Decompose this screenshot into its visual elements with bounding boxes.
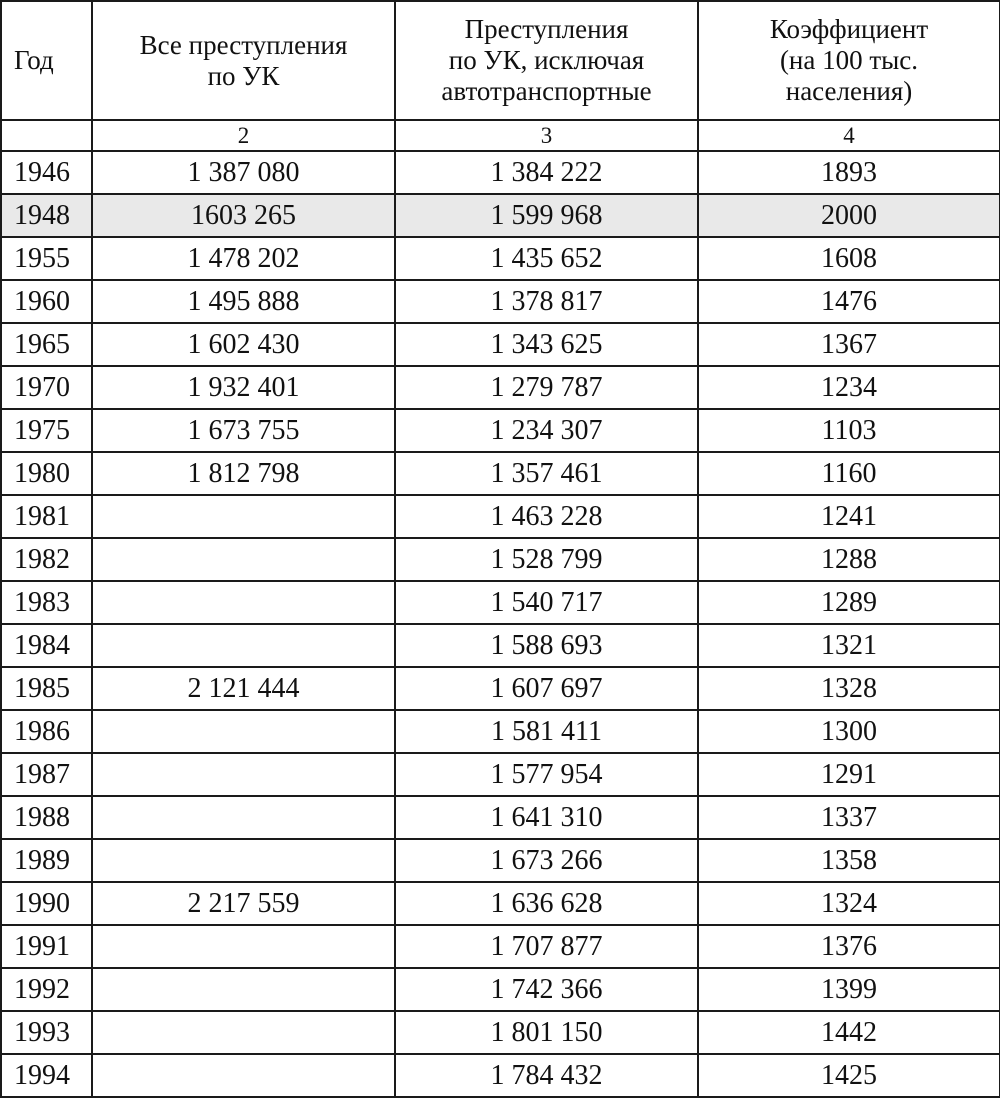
header-year [1,1,92,120]
all-crimes-cell [92,581,395,624]
year-cell: 1990 [1,882,92,925]
column-number-row [1,120,1000,151]
table-row [1,538,1000,581]
all-crimes-cell: 2 121 444 [92,667,395,710]
table-row [1,151,1000,194]
all-crimes-cell: 1 812 798 [92,452,395,495]
coefficient-cell: 1367 [698,323,1000,366]
coefficient-cell: 1160 [698,452,1000,495]
year-cell: 1975 [1,409,92,452]
column-number: 2 [92,120,395,151]
excluding-traffic-cell: 1 378 817 [395,280,698,323]
table-row [1,925,1000,968]
header-coefficient-line-3: населения) [785,76,913,106]
year-cell: 1984 [1,624,92,667]
year-cell: 1983 [1,581,92,624]
table-row [1,839,1000,882]
year-cell: 1946 [1,151,92,194]
table-row [1,710,1000,753]
excluding-traffic-cell: 1 581 411 [395,710,698,753]
table-row [1,237,1000,280]
coefficient-cell: 1288 [698,538,1000,581]
table-row [1,409,1000,452]
header-coefficient-line-1: Коэффициент [769,14,929,44]
excluding-traffic-cell: 1 384 222 [395,151,698,194]
coefficient-cell: 1442 [698,1011,1000,1054]
table-row [1,452,1000,495]
year-cell: 1994 [1,1054,92,1097]
table-body [1,151,1000,1097]
coefficient-cell: 1321 [698,624,1000,667]
all-crimes-cell [92,710,395,753]
table-row [1,581,1000,624]
all-crimes-cell [92,839,395,882]
all-crimes-cell: 1603 265 [92,194,395,237]
excluding-traffic-cell: 1 463 228 [395,495,698,538]
excluding-traffic-cell: 1 577 954 [395,753,698,796]
excluding-traffic-cell: 1 801 150 [395,1011,698,1054]
year-cell: 1985 [1,667,92,710]
header-excluding-traffic [395,1,698,120]
all-crimes-cell [92,624,395,667]
excluding-traffic-cell: 1 607 697 [395,667,698,710]
coefficient-cell: 1608 [698,237,1000,280]
excluding-traffic-cell: 1 707 877 [395,925,698,968]
all-crimes-cell [92,538,395,581]
coefficient-cell: 1289 [698,581,1000,624]
header-excluding-traffic-line-1: Преступления [464,14,629,44]
coefficient-cell: 1376 [698,925,1000,968]
excluding-traffic-cell: 1 357 461 [395,452,698,495]
year-cell: 1965 [1,323,92,366]
header-year-line: Год [14,45,54,75]
coefficient-cell: 1103 [698,409,1000,452]
table-row [1,968,1000,1011]
header-coefficient-line-2: (на 100 тыс. [779,45,919,75]
table-row [1,495,1000,538]
year-cell: 1992 [1,968,92,1011]
year-cell: 1980 [1,452,92,495]
table-row [1,882,1000,925]
all-crimes-cell [92,968,395,1011]
excluding-traffic-cell: 1 673 266 [395,839,698,882]
excluding-traffic-cell: 1 588 693 [395,624,698,667]
year-cell: 1987 [1,753,92,796]
table-row [1,1011,1000,1054]
header-all-crimes-line-1: Все преступления [139,29,348,60]
all-crimes-cell: 1 673 755 [92,409,395,452]
table-row [1,366,1000,409]
coefficient-cell: 1324 [698,882,1000,925]
year-cell: 1948 [1,194,92,237]
excluding-traffic-cell: 1 742 366 [395,968,698,1011]
excluding-traffic-cell: 1 784 432 [395,1054,698,1097]
year-cell: 1960 [1,280,92,323]
excluding-traffic-cell: 1 528 799 [395,538,698,581]
table-row [1,323,1000,366]
all-crimes-cell: 2 217 559 [92,882,395,925]
year-cell: 1986 [1,710,92,753]
table-row [1,796,1000,839]
all-crimes-cell [92,796,395,839]
all-crimes-cell [92,753,395,796]
coefficient-cell: 2000 [698,194,1000,237]
year-cell: 1981 [1,495,92,538]
header-all-crimes [92,1,395,120]
excluding-traffic-cell: 1 435 652 [395,237,698,280]
excluding-traffic-cell: 1 234 307 [395,409,698,452]
coefficient-cell: 1291 [698,753,1000,796]
column-number [1,120,92,151]
table-row [1,280,1000,323]
year-cell: 1989 [1,839,92,882]
all-crimes-cell: 1 387 080 [92,151,395,194]
year-cell: 1970 [1,366,92,409]
header-coefficient [698,1,1000,120]
header-row [1,1,1000,120]
coefficient-cell: 1425 [698,1054,1000,1097]
table-row [1,1054,1000,1097]
all-crimes-cell [92,495,395,538]
excluding-traffic-cell: 1 636 628 [395,882,698,925]
coefficient-cell: 1476 [698,280,1000,323]
year-cell: 1955 [1,237,92,280]
header-all-crimes-line-2: по УК [207,60,280,91]
column-number: 3 [395,120,698,151]
coefficient-cell: 1399 [698,968,1000,1011]
all-crimes-cell [92,925,395,968]
coefficient-cell: 1358 [698,839,1000,882]
excluding-traffic-cell: 1 279 787 [395,366,698,409]
year-cell: 1982 [1,538,92,581]
table-row [1,194,1000,237]
table-row [1,753,1000,796]
coefficient-cell: 1300 [698,710,1000,753]
coefficient-cell: 1328 [698,667,1000,710]
all-crimes-cell [92,1011,395,1054]
coefficient-cell: 1893 [698,151,1000,194]
excluding-traffic-cell: 1 343 625 [395,323,698,366]
all-crimes-cell [92,1054,395,1097]
all-crimes-cell: 1 932 401 [92,366,395,409]
coefficient-cell: 1241 [698,495,1000,538]
year-cell: 1993 [1,1011,92,1054]
table-row [1,667,1000,710]
year-cell: 1988 [1,796,92,839]
all-crimes-cell: 1 602 430 [92,323,395,366]
coefficient-cell: 1337 [698,796,1000,839]
column-number: 4 [698,120,1000,151]
excluding-traffic-cell: 1 641 310 [395,796,698,839]
excluding-traffic-cell: 1 540 717 [395,581,698,624]
all-crimes-cell: 1 495 888 [92,280,395,323]
header-excluding-traffic-line-2: по УК, исключая [448,45,645,75]
excluding-traffic-cell: 1 599 968 [395,194,698,237]
header-excluding-traffic-line-3: автотранспортные [441,76,652,106]
coefficient-cell: 1234 [698,366,1000,409]
all-crimes-cell: 1 478 202 [92,237,395,280]
year-cell: 1991 [1,925,92,968]
table-row [1,624,1000,667]
table-header [1,1,1000,151]
